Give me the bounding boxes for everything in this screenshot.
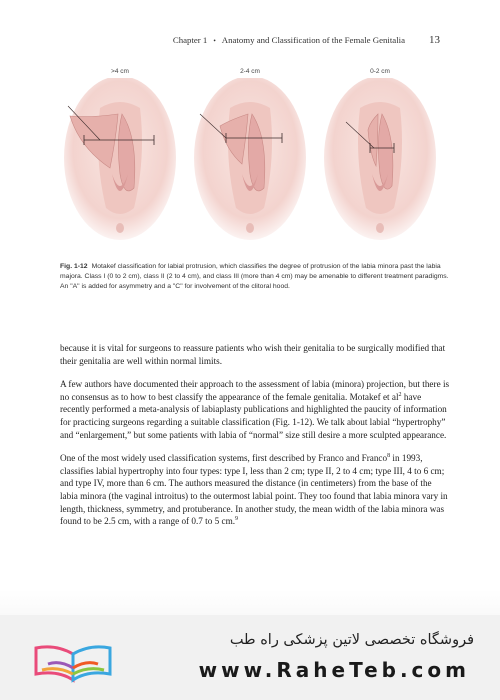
footer-website-link[interactable]: www.RaheTeb.com (198, 658, 470, 682)
chapter-label: Chapter 1 (172, 35, 208, 45)
paragraph-2-text: have recently performed a meta-analysis of labiaplasty publications and highlighted the paucity of information for practicing surgeons regarding a suitable classification (Fig. 1-12). We talk about labial “hypertrophy” and “enlargement,” but some patients with labia of “normal” size still desire a more sculpted appearance. (60, 391, 447, 440)
anatomy-illustration (60, 78, 180, 258)
figure-label: Fig. 1-12 (60, 263, 88, 270)
figure-panel-class-3 (60, 68, 180, 258)
anatomy-illustration (320, 78, 440, 258)
figure-panel-class-1 (320, 68, 440, 258)
page-number: 13 (429, 34, 440, 46)
anatomy-illustration (190, 78, 310, 258)
figure-panel-class-2 (190, 68, 310, 258)
running-header (150, 34, 440, 46)
caption-text: Motakef classification for labial protrusion, which classifies the degree of protrusion of the labia minora past the labia majora. Class I (0 to 2 cm), class II (2 to 4 cm), and class III (more than 4 cm) may be amenable to different treatment paradigms. An "A" is added for asymmetry and a "C" for involvement of the clitoral hood. (60, 263, 449, 290)
chapter-title: Anatomy and Classification of the Female Genitalia (221, 35, 405, 45)
footer-shop-name: فروشگاه تخصصی لاتین پزشکی راه طب (229, 632, 474, 648)
panel-label: 0-2 cm (370, 68, 390, 75)
paragraph-3-text: in 1993, classifies labial hypertrophy into four types: type I, less than 2 cm; type II, 2 to 4 cm; type III, 4 to 6 cm; and type IV, more than 6 cm. The authors measured the distance (in centimeters) from the base of the labia minora (the vaginal introitus) to the outermost labial point. They too found that labia minora vary in length, thickness, symmetry, and protuberance. In another study, the mean width of the labia minora was found to be 2.5 cm, with a range of 0.7 to 5 cm. (60, 453, 448, 527)
open-book-logo-icon (28, 630, 118, 691)
panel-label: >4 cm (111, 68, 129, 75)
paragraph-2 (60, 378, 450, 441)
figure-caption (60, 262, 450, 291)
panel-label: 2-4 cm (240, 68, 260, 75)
paragraph-3 (60, 452, 450, 528)
paragraph-1: because it is vital for surgeons to reassure patients who wish their genitalia to be surgically modified that their genitalia are well within normal limits. (60, 343, 446, 366)
citation-ref: 9 (235, 516, 239, 523)
paragraph-2-text: A few authors have documented their approach to the assessment of labia (minora) projection, but there is no consensus as to how to best classify the appearance of the female genitalia. Motakef et al (60, 379, 450, 402)
header-separator: • (213, 37, 216, 45)
figure-1-12 (60, 68, 440, 258)
paragraph-3-text: One of the most widely used classification systems, first described by Franco and Franco (60, 453, 388, 464)
body-text (60, 342, 450, 539)
citation-ref: 2 (398, 391, 402, 398)
citation-ref: 8 (387, 453, 391, 460)
